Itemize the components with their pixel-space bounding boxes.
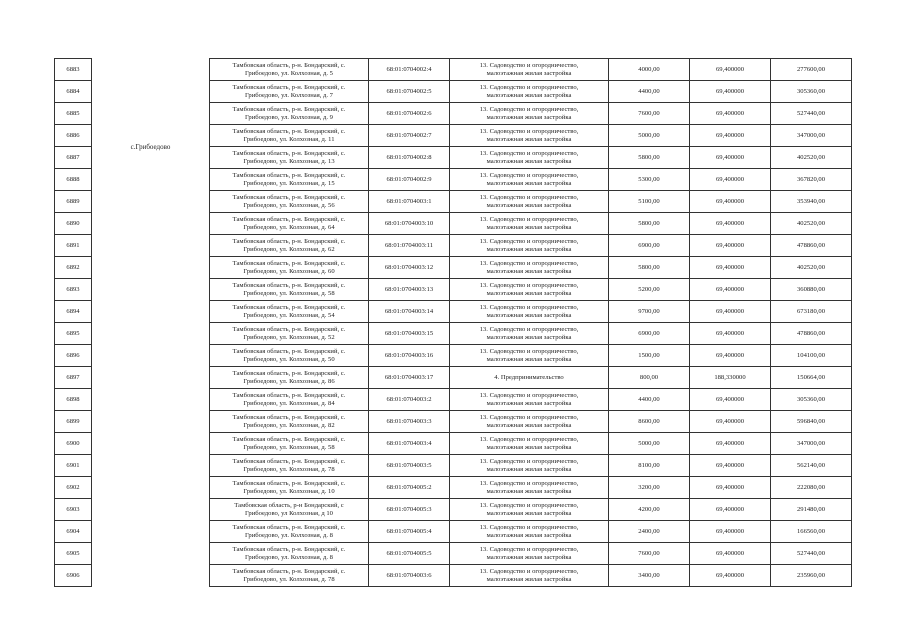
land-use-cell-line-2: малоэтажная жилая застройка (486, 245, 572, 253)
land-use-cell (450, 543, 609, 565)
address-cell-line-1: Тамбовская область, р-н. Бондарский, с. (232, 325, 346, 333)
land-use-cell-line-1: 13. Садоводство и огородничество, (479, 149, 579, 157)
address-cell (210, 257, 369, 279)
cadastral-value: 104100,00 (771, 345, 852, 367)
address-cell-line-1: Тамбовская область, р-н. Бондарский, с. (232, 237, 346, 245)
land-use-cell-line-1: 13. Садоводство и огородничество, (479, 259, 579, 267)
cadastral-number: 68:01:0704003:5 (369, 455, 450, 477)
address-cell (210, 565, 369, 587)
land-use-cell-line-2: малоэтажная жилая застройка (486, 575, 572, 583)
area-value: 800,00 (609, 367, 690, 389)
land-use-cell (450, 433, 609, 455)
cadastral-number: 68:01:0704002:4 (369, 59, 450, 81)
row-number: 6902 (55, 477, 92, 499)
cadastral-value: 235960,00 (771, 565, 852, 587)
address-cell (210, 499, 369, 521)
address-cell-line-2: Грибоедово, ул. Колхозная, д. 7 (245, 91, 333, 99)
land-use-cell-line-1: 13. Садоводство и огородничество, (479, 127, 579, 135)
rate-value: 69,400000 (690, 125, 771, 147)
cadastral-number: 68:01:0704003:6 (369, 565, 450, 587)
land-use-cell-line-1: 13. Садоводство и огородничество, (479, 567, 579, 575)
address-cell-line-2: Грибоедово, ул. Колхозная, д. 86 (243, 377, 335, 385)
area-value: 6900,00 (609, 235, 690, 257)
address-cell-line-2: Грибоедово, ул. Колхозная, д. 82 (243, 421, 335, 429)
land-use-cell-line-2: малоэтажная жилая застройка (486, 267, 572, 275)
area-value: 7600,00 (609, 543, 690, 565)
address-cell (210, 389, 369, 411)
rate-value: 69,400000 (690, 147, 771, 169)
address-cell-line-2: Грибоедово, ул. Колхозная, д. 62 (243, 245, 335, 253)
land-use-cell-line-1: 13. Садоводство и огородничество, (479, 545, 579, 553)
rate-value: 69,400000 (690, 191, 771, 213)
address-cell-line-2: Грибоедово, ул. Колхозная, д. 78 (243, 465, 335, 473)
rate-value: 69,400000 (690, 455, 771, 477)
address-cell-line-1: Тамбовская область, р-н. Бондарский, с. (232, 171, 346, 179)
address-cell (210, 455, 369, 477)
address-cell (210, 213, 369, 235)
address-cell (210, 367, 369, 389)
address-cell-line-2: Грибоедово, ул. Колхозная, д. 15 (243, 179, 335, 187)
land-use-cell-line-2: малоэтажная жилая застройка (486, 509, 572, 517)
row-number: 6884 (55, 81, 92, 103)
area-value: 6900,00 (609, 323, 690, 345)
area-value: 5000,00 (609, 125, 690, 147)
address-cell (210, 125, 369, 147)
row-number: 6906 (55, 565, 92, 587)
address-cell (210, 323, 369, 345)
cadastral-value: 347000,00 (771, 433, 852, 455)
row-number: 6889 (55, 191, 92, 213)
row-number: 6903 (55, 499, 92, 521)
row-number: 6898 (55, 389, 92, 411)
address-cell (210, 279, 369, 301)
land-use-cell-line-2: малоэтажная жилая застройка (486, 69, 572, 77)
row-number: 6901 (55, 455, 92, 477)
land-use-cell (450, 367, 609, 389)
rate-value: 69,400000 (690, 565, 771, 587)
land-use-cell-line-2: малоэтажная жилая застройка (486, 179, 572, 187)
area-value: 1500,00 (609, 345, 690, 367)
area-value: 5200,00 (609, 279, 690, 301)
rate-value: 69,400000 (690, 543, 771, 565)
row-number: 6905 (55, 543, 92, 565)
address-cell-line-1: Тамбовская область, р-н Бондарский, с (234, 501, 344, 509)
row-number: 6900 (55, 433, 92, 455)
address-cell-line-1: Тамбовская область, р-н. Бондарский, с. (232, 281, 346, 289)
address-cell-line-1: Тамбовская область, р-н. Бондарский, с. (232, 83, 346, 91)
land-use-cell-line-1: 13. Садоводство и огородничество, (479, 171, 579, 179)
address-cell-line-2: Грибоедово, ул. Колхозная, д. 60 (243, 267, 335, 275)
cadastral-number: 68:01:0704005:2 (369, 477, 450, 499)
cadastral-number: 68:01:0704003:17 (369, 367, 450, 389)
address-cell-line-1: Тамбовская область, р-н. Бондарский, с. (232, 215, 346, 223)
cadastral-value: 527440,00 (771, 103, 852, 125)
row-number: 6885 (55, 103, 92, 125)
land-use-cell (450, 191, 609, 213)
address-cell-line-1: Тамбовская область, р-н. Бондарский, с. (232, 149, 346, 157)
cadastral-number: 68:01:0704003:14 (369, 301, 450, 323)
land-use-cell-line-1: 13. Садоводство и огородничество, (479, 347, 579, 355)
row-number: 6887 (55, 147, 92, 169)
cadastral-value: 277600,00 (771, 59, 852, 81)
land-use-cell (450, 389, 609, 411)
land-use-cell (450, 213, 609, 235)
land-use-cell (450, 59, 609, 81)
address-cell (210, 81, 369, 103)
cadastral-value: 478860,00 (771, 235, 852, 257)
cadastral-number: 68:01:0704003:13 (369, 279, 450, 301)
area-value: 5100,00 (609, 191, 690, 213)
land-use-cell (450, 565, 609, 587)
address-cell (210, 147, 369, 169)
rate-value: 69,400000 (690, 345, 771, 367)
land-use-cell-line-2: малоэтажная жилая застройка (486, 157, 572, 165)
address-cell-line-1: Тамбовская область, р-н. Бондарский, с. (232, 435, 346, 443)
address-cell-line-1: Тамбовская область, р-н. Бондарский, с. (232, 259, 346, 267)
address-cell-line-1: Тамбовская область, р-н. Бондарский, с. (232, 457, 346, 465)
cadastral-value: 291480,00 (771, 499, 852, 521)
address-cell-line-2: Грибоедово, ул. Колхозная, д. 50 (243, 355, 335, 363)
cadastral-value: 402520,00 (771, 147, 852, 169)
cadastral-value: 402520,00 (771, 213, 852, 235)
area-value: 5300,00 (609, 169, 690, 191)
address-cell-line-1: Тамбовская область, р-н. Бондарский, с. (232, 391, 346, 399)
land-use-cell-line-1: 13. Садоводство и огородничество, (479, 501, 579, 509)
cadastral-value: 305360,00 (771, 389, 852, 411)
address-cell-line-2: Грибоедово, ул. Колхозная, д. 56 (243, 201, 335, 209)
land-register-table (54, 58, 852, 587)
area-value: 9700,00 (609, 301, 690, 323)
address-cell (210, 345, 369, 367)
rate-value: 69,400000 (690, 389, 771, 411)
rate-value: 69,400000 (690, 257, 771, 279)
address-cell-line-2: Грибоедово, ул. Колхозная, д. 54 (243, 311, 335, 319)
row-number: 6897 (55, 367, 92, 389)
row-number: 6890 (55, 213, 92, 235)
land-use-cell-line-2: малоэтажная жилая застройка (486, 399, 572, 407)
land-use-cell-line-2: малоэтажная жилая застройка (486, 553, 572, 561)
address-cell-line-1: Тамбовская область, р-н. Бондарский, с. (232, 545, 346, 553)
rate-value: 188,330000 (690, 367, 771, 389)
land-use-cell-line-2: малоэтажная жилая застройка (486, 311, 572, 319)
cadastral-number: 68:01:0704003:1 (369, 191, 450, 213)
land-use-cell (450, 81, 609, 103)
cadastral-value: 562140,00 (771, 455, 852, 477)
land-use-cell (450, 279, 609, 301)
cadastral-value: 673180,00 (771, 301, 852, 323)
address-cell-line-1: Тамбовская область, р-н. Бондарский, с. (232, 105, 346, 113)
rate-value: 69,400000 (690, 301, 771, 323)
cadastral-value: 150664,00 (771, 367, 852, 389)
address-cell (210, 411, 369, 433)
address-cell-line-2: Грибоедово, ул. Колхозная, д. 5 (245, 69, 333, 77)
address-cell-line-2: Грибоедово, ул. Колхозная, д. 10 (243, 487, 335, 495)
land-use-cell-line-1: 13. Садоводство и огородничество, (479, 413, 579, 421)
land-use-cell-line-2: малоэтажная жилая застройка (486, 443, 572, 451)
cadastral-number: 68:01:0704003:11 (369, 235, 450, 257)
area-value: 3200,00 (609, 477, 690, 499)
land-use-cell-line-1: 13. Садоводство и огородничество, (479, 215, 579, 223)
land-use-cell-line-2: малоэтажная жилая застройка (486, 531, 572, 539)
land-use-cell-line-2: малоэтажная жилая застройка (486, 113, 572, 121)
address-cell-line-2: Грибоедово, ул. Колхозная, д. 58 (243, 289, 335, 297)
cadastral-number: 68:01:0704002:7 (369, 125, 450, 147)
land-use-cell-line-2: малоэтажная жилая застройка (486, 421, 572, 429)
table-row (55, 59, 852, 81)
row-number: 6892 (55, 257, 92, 279)
row-number: 6886 (55, 125, 92, 147)
land-use-cell (450, 103, 609, 125)
area-value: 4200,00 (609, 499, 690, 521)
area-value: 5800,00 (609, 213, 690, 235)
cadastral-number: 68:01:0704002:5 (369, 81, 450, 103)
address-cell (210, 191, 369, 213)
area-value: 5800,00 (609, 257, 690, 279)
address-cell-line-1: Тамбовская область, р-н. Бондарский, с. (232, 193, 346, 201)
land-use-cell-line-2: малоэтажная жилая застройка (486, 135, 572, 143)
address-cell-line-2: Грибоедово, ул. Колхозная, д. 52 (243, 333, 335, 341)
address-cell (210, 103, 369, 125)
land-use-cell-line-1: 13. Садоводство и огородничество, (479, 105, 579, 113)
address-cell-line-2: Грибоедово, ул. Колхозная, д. 84 (243, 399, 335, 407)
address-cell-line-1: Тамбовская область, р-н. Бондарский, с. (232, 413, 346, 421)
cadastral-number: 68:01:0704002:9 (369, 169, 450, 191)
land-use-cell (450, 169, 609, 191)
row-number: 6895 (55, 323, 92, 345)
cadastral-number: 68:01:0704003:2 (369, 389, 450, 411)
rate-value: 69,400000 (690, 323, 771, 345)
row-number: 6896 (55, 345, 92, 367)
cadastral-value: 596840,00 (771, 411, 852, 433)
land-use-cell (450, 301, 609, 323)
land-use-cell-line-2: малоэтажная жилая застройка (486, 91, 572, 99)
area-value: 4400,00 (609, 81, 690, 103)
land-use-cell-line-1: 13. Садоводство и огородничество, (479, 193, 579, 201)
land-use-cell-line-1: 13. Садоводство и огородничество, (479, 435, 579, 443)
land-use-cell-line-1: 13. Садоводство и огородничество, (479, 325, 579, 333)
table-body (55, 59, 852, 587)
area-value: 8600,00 (609, 411, 690, 433)
address-cell-line-2: Грибоедово, ул. Колхозная, д. 8 (245, 553, 333, 561)
address-cell-line-2: Грибоедово, ул Колхозная, д 10 (245, 509, 333, 517)
address-cell-line-2: Грибоедово, ул. Колхозная, д. 9 (245, 113, 333, 121)
cadastral-value: 305360,00 (771, 81, 852, 103)
rate-value: 69,400000 (690, 279, 771, 301)
area-value: 4000,00 (609, 59, 690, 81)
cadastral-value: 402520,00 (771, 257, 852, 279)
row-number: 6891 (55, 235, 92, 257)
cadastral-value: 360880,00 (771, 279, 852, 301)
land-use-cell-line-1: 13. Садоводство и огородничество, (479, 479, 579, 487)
address-cell (210, 477, 369, 499)
land-use-cell (450, 411, 609, 433)
land-use-cell-line-2: малоэтажная жилая застройка (486, 355, 572, 363)
area-value: 7600,00 (609, 103, 690, 125)
address-cell-line-2: Грибоедово, ул. Колхозная, д. 58 (243, 443, 335, 451)
land-use-cell-line-1: 13. Садоводство и огородничество, (479, 83, 579, 91)
area-value: 2400,00 (609, 521, 690, 543)
address-cell-line-2: Грибоедово, ул. Колхозная, д. 13 (243, 157, 335, 165)
row-number: 6894 (55, 301, 92, 323)
land-use-cell (450, 323, 609, 345)
land-use-cell-line-2: малоэтажная жилая застройка (486, 333, 572, 341)
land-use-cell-line-1: 13. Садоводство и огородничество, (479, 523, 579, 531)
row-number: 6883 (55, 59, 92, 81)
rate-value: 69,400000 (690, 499, 771, 521)
land-use-cell (450, 521, 609, 543)
rate-value: 69,400000 (690, 59, 771, 81)
rate-value: 69,400000 (690, 433, 771, 455)
address-cell (210, 169, 369, 191)
locality-label: с.Грибоедово (130, 142, 171, 151)
cadastral-value: 527440,00 (771, 543, 852, 565)
area-value: 8100,00 (609, 455, 690, 477)
cadastral-number: 68:01:0704003:3 (369, 411, 450, 433)
rate-value: 69,400000 (690, 235, 771, 257)
rate-value: 69,400000 (690, 521, 771, 543)
cadastral-value: 353940,00 (771, 191, 852, 213)
address-cell-line-2: Грибоедово, ул. Колхозная, д. 78 (243, 575, 335, 583)
address-cell-line-2: Грибоедово, ул. Колхозная, д. 64 (243, 223, 335, 231)
rate-value: 69,400000 (690, 477, 771, 499)
address-cell-line-1: Тамбовская область, р-н. Бондарский, с. (232, 479, 346, 487)
land-use-cell-line-2: малоэтажная жилая застройка (486, 465, 572, 473)
row-number: 6888 (55, 169, 92, 191)
address-cell (210, 59, 369, 81)
rate-value: 69,400000 (690, 81, 771, 103)
land-use-cell (450, 235, 609, 257)
cadastral-value: 166560,00 (771, 521, 852, 543)
area-value: 3400,00 (609, 565, 690, 587)
land-use-cell (450, 455, 609, 477)
area-value: 5800,00 (609, 147, 690, 169)
cadastral-number: 68:01:0704003:4 (369, 433, 450, 455)
address-cell-line-1: Тамбовская область, р-н. Бондарский, с. (232, 61, 346, 69)
cadastral-value: 222080,00 (771, 477, 852, 499)
rate-value: 69,400000 (690, 411, 771, 433)
address-cell (210, 301, 369, 323)
cadastral-number: 68:01:0704003:16 (369, 345, 450, 367)
land-use-cell-line-1: 13. Садоводство и огородничество, (479, 237, 579, 245)
land-use-cell (450, 125, 609, 147)
cadastral-number: 68:01:0704005:5 (369, 543, 450, 565)
cadastral-number: 68:01:0704003:12 (369, 257, 450, 279)
row-number: 6899 (55, 411, 92, 433)
rate-value: 69,400000 (690, 213, 771, 235)
land-use-cell-line-2: малоэтажная жилая застройка (486, 201, 572, 209)
address-cell-line-2: Грибоедово, ул. Колхозная, д. 8 (245, 531, 333, 539)
row-number: 6904 (55, 521, 92, 543)
cadastral-number: 68:01:0704005:3 (369, 499, 450, 521)
land-use-cell-line-1: 13. Садоводство и огородничество, (479, 61, 579, 69)
address-cell (210, 543, 369, 565)
land-use-cell-line-2: малоэтажная жилая застройка (486, 289, 572, 297)
land-use-cell (450, 499, 609, 521)
address-cell-line-1: Тамбовская область, р-н. Бондарский, с. (232, 127, 346, 135)
cadastral-number: 68:01:0704003:10 (369, 213, 450, 235)
cadastral-number: 68:01:0704003:15 (369, 323, 450, 345)
rate-value: 69,400000 (690, 169, 771, 191)
land-use-cell-line-2: малоэтажная жилая застройка (486, 487, 572, 495)
land-use-cell (450, 345, 609, 367)
address-cell (210, 521, 369, 543)
land-use-cell-line-2: малоэтажная жилая застройка (486, 223, 572, 231)
address-cell (210, 433, 369, 455)
cadastral-number: 68:01:0704005:4 (369, 521, 450, 543)
land-use-cell (450, 257, 609, 279)
area-value: 4400,00 (609, 389, 690, 411)
land-use-cell-line-1: 13. Садоводство и огородничество, (479, 457, 579, 465)
address-cell (210, 235, 369, 257)
address-cell-line-1: Тамбовская область, р-н. Бондарский, с. (232, 303, 346, 311)
cadastral-number: 68:01:0704002:6 (369, 103, 450, 125)
land-use-cell-line-1: 4. Предпринимательство (494, 373, 564, 381)
cadastral-value: 367820,00 (771, 169, 852, 191)
address-cell-line-1: Тамбовская область, р-н. Бондарский, с. (232, 347, 346, 355)
cadastral-number: 68:01:0704002:8 (369, 147, 450, 169)
area-value: 5000,00 (609, 433, 690, 455)
land-use-cell-line-1: 13. Садоводство и огородничество, (479, 391, 579, 399)
cadastral-value: 347000,00 (771, 125, 852, 147)
land-use-cell-line-1: 13. Садоводство и огородничество, (479, 303, 579, 311)
address-cell-line-1: Тамбовская область, р-н. Бондарский, с. (232, 369, 346, 377)
row-number: 6893 (55, 279, 92, 301)
address-cell-line-1: Тамбовская область, р-н. Бондарский, с. (232, 567, 346, 575)
cadastral-value: 478860,00 (771, 323, 852, 345)
address-cell-line-1: Тамбовская область, р-н. Бондарский, с. (232, 523, 346, 531)
land-use-cell (450, 477, 609, 499)
land-use-cell-line-1: 13. Садоводство и огородничество, (479, 281, 579, 289)
rate-value: 69,400000 (690, 103, 771, 125)
address-cell-line-2: Грибоедово, ул. Колхозная, д. 11 (243, 135, 335, 143)
land-use-cell (450, 147, 609, 169)
